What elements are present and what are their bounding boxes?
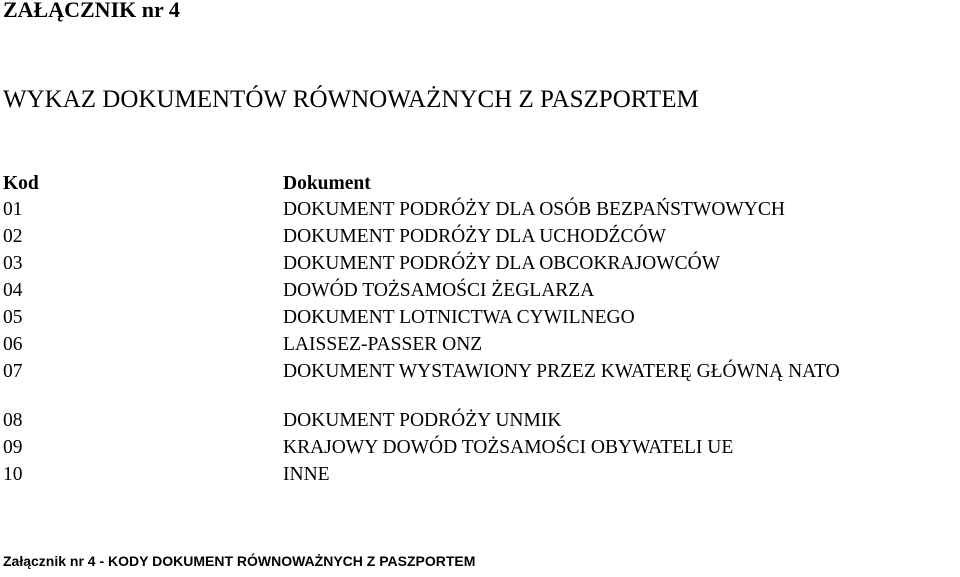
row-document: DOKUMENT LOTNICTWA CYWILNEGO xyxy=(283,307,635,328)
annex-label: ZAŁĄCZNIK nr 4 xyxy=(3,0,180,22)
row-code: 01 xyxy=(3,199,23,220)
document-column-header: Dokument xyxy=(283,173,371,194)
row-code: 08 xyxy=(3,410,23,431)
row-document: DOKUMENT PODRÓŻY DLA UCHODŹCÓW xyxy=(283,226,666,247)
row-code: 03 xyxy=(3,253,23,274)
row-document: DOKUMENT PODRÓŻY UNMIK xyxy=(283,410,562,431)
row-code: 05 xyxy=(3,307,23,328)
row-document: LAISSEZ-PASSER ONZ xyxy=(283,334,483,355)
code-column-header: Kod xyxy=(3,173,39,194)
page-title: WYKAZ DOKUMENTÓW RÓWNOWAŻNYCH Z PASZPORTEM xyxy=(3,86,699,113)
row-code: 04 xyxy=(3,280,23,301)
row-code: 09 xyxy=(3,437,23,458)
row-code: 06 xyxy=(3,334,23,355)
row-code: 02 xyxy=(3,226,23,247)
row-document: DOKUMENT PODRÓŻY DLA OSÓB BEZPAŃSTWOWYCH xyxy=(283,199,785,220)
row-document: DOKUMENT WYSTAWIONY PRZEZ KWATERĘ GŁÓWNĄ NATO xyxy=(283,361,840,382)
row-code: 07 xyxy=(3,361,23,382)
page-footer: Załącznik nr 4 - KODY DOKUMENT RÓWNOWAŻNYCH Z PASZPORTEM xyxy=(3,553,476,569)
row-document: DOWÓD TOŻSAMOŚCI ŻEGLARZA xyxy=(283,280,595,301)
row-code: 10 xyxy=(3,464,23,485)
row-document: INNE xyxy=(283,464,330,485)
row-document: KRAJOWY DOWÓD TOŻSAMOŚCI OBYWATELI UE xyxy=(283,437,734,458)
row-document: DOKUMENT PODRÓŻY DLA OBCOKRAJOWCÓW xyxy=(283,253,721,274)
